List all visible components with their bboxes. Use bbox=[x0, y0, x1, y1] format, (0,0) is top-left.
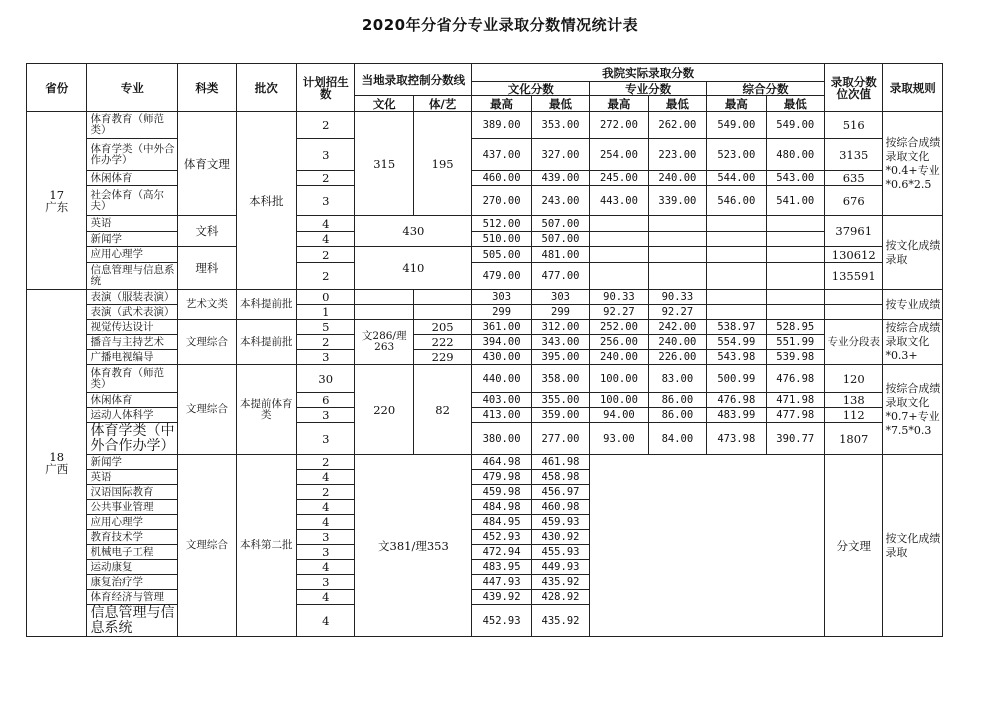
plan-cell: 3 bbox=[297, 139, 355, 171]
plan-cell: 4 bbox=[297, 216, 355, 232]
rule-cell: 按文化成绩录取 bbox=[883, 455, 943, 637]
score-cell: 339.00 bbox=[648, 186, 706, 216]
score-cell: 528.95 bbox=[766, 320, 824, 335]
score-cell: 86.00 bbox=[648, 408, 706, 423]
table-row bbox=[27, 171, 943, 186]
table-row bbox=[27, 112, 943, 139]
major-cell: 教育技术学 bbox=[87, 530, 178, 545]
score-cell: 541.00 bbox=[766, 186, 824, 216]
score-cell: 299 bbox=[531, 305, 589, 320]
score-cell: 226.00 bbox=[648, 350, 706, 365]
table-row bbox=[27, 335, 943, 350]
table-row bbox=[27, 263, 943, 290]
score-cell: 435.92 bbox=[531, 605, 589, 637]
batch-cell: 本科第二批 bbox=[236, 455, 296, 637]
plan-cell: 6 bbox=[297, 393, 355, 408]
score-cell: 240.00 bbox=[590, 350, 648, 365]
plan-cell: 4 bbox=[297, 500, 355, 515]
score-cell: 240.00 bbox=[648, 171, 706, 186]
rank-cell: 分文理 bbox=[825, 455, 883, 637]
score-cell: 549.00 bbox=[766, 112, 824, 139]
score-cell: 299 bbox=[472, 305, 531, 320]
col-control-culture: 文化 bbox=[355, 96, 413, 112]
plan-cell: 2 bbox=[297, 455, 355, 470]
col-lowest: 最低 bbox=[531, 96, 589, 112]
category-cell: 文理综合 bbox=[178, 365, 236, 455]
score-cell: 484.95 bbox=[472, 515, 531, 530]
table-row bbox=[27, 216, 943, 232]
score-cell: 455.93 bbox=[531, 545, 589, 560]
col-plan: 计划招生数 bbox=[297, 64, 355, 112]
score-cell: 483.95 bbox=[472, 560, 531, 575]
score-cell: 543.98 bbox=[707, 350, 766, 365]
score-cell: 459.93 bbox=[531, 515, 589, 530]
score-cell: 473.98 bbox=[707, 423, 766, 455]
score-cell: 92.27 bbox=[590, 305, 648, 320]
score-cell: 358.00 bbox=[531, 365, 589, 393]
score-cell: 461.98 bbox=[531, 455, 589, 470]
table-row bbox=[27, 423, 943, 455]
col-province: 省份 bbox=[27, 64, 87, 112]
plan-cell: 4 bbox=[297, 605, 355, 637]
plan-cell: 3 bbox=[297, 408, 355, 423]
plan-cell: 2 bbox=[297, 485, 355, 500]
score-cell: 500.99 bbox=[707, 365, 766, 393]
score-cell: 452.93 bbox=[472, 530, 531, 545]
category-cell: 艺术文类 bbox=[178, 290, 236, 320]
score-cell: 544.00 bbox=[707, 171, 766, 186]
col-culture-score: 文化分数 bbox=[472, 82, 590, 96]
score-cell: 361.00 bbox=[472, 320, 531, 335]
table-row bbox=[27, 290, 943, 305]
score-cell: 460.00 bbox=[472, 171, 531, 186]
batch-cell: 本科提前批 bbox=[236, 290, 296, 320]
plan-cell: 2 bbox=[297, 263, 355, 290]
category-cell: 文理综合 bbox=[178, 320, 236, 365]
major-cell: 表演（服装表演） bbox=[87, 290, 178, 305]
rule-cell: 按综合成绩录取文化*0.3+ bbox=[883, 320, 943, 365]
score-cell: 510.00 bbox=[472, 232, 531, 247]
score-cell: 477.00 bbox=[531, 263, 589, 290]
control-sport-cell: 82 bbox=[413, 365, 471, 455]
control-culture-cell: 315 bbox=[355, 112, 413, 216]
category-cell: 文理综合 bbox=[178, 455, 236, 637]
score-cell: 312.00 bbox=[531, 320, 589, 335]
score-cell: 439.92 bbox=[472, 590, 531, 605]
score-cell: 86.00 bbox=[648, 393, 706, 408]
score-cell: 240.00 bbox=[648, 335, 706, 350]
score-cell: 93.00 bbox=[590, 423, 648, 455]
score-cell: 459.98 bbox=[472, 485, 531, 500]
major-cell: 视觉传达设计 bbox=[87, 320, 178, 335]
major-cell: 体育经济与管理 bbox=[87, 590, 178, 605]
score-cell: 456.97 bbox=[531, 485, 589, 500]
rank-cell: 135591 bbox=[825, 263, 883, 290]
score-cell: 435.92 bbox=[531, 575, 589, 590]
major-cell: 新闻学 bbox=[87, 455, 178, 470]
control-culture-cell: 文286/理263 bbox=[355, 320, 413, 365]
col-rule: 录取规则 bbox=[883, 64, 943, 112]
table-row bbox=[27, 393, 943, 408]
rank-cell: 676 bbox=[825, 186, 883, 216]
rank-cell: 138 bbox=[825, 393, 883, 408]
col-control-line: 当地录取控制分数线 bbox=[355, 64, 472, 96]
score-cell: 277.00 bbox=[531, 423, 589, 455]
score-cell: 242.00 bbox=[648, 320, 706, 335]
col-lowest: 最低 bbox=[648, 96, 706, 112]
major-cell: 社会体育（高尔夫） bbox=[87, 186, 178, 216]
score-cell: 413.00 bbox=[472, 408, 531, 423]
score-cell: 477.98 bbox=[766, 408, 824, 423]
score-cell: 464.98 bbox=[472, 455, 531, 470]
col-highest: 最高 bbox=[707, 96, 766, 112]
score-cell: 303 bbox=[531, 290, 589, 305]
score-cell: 262.00 bbox=[648, 112, 706, 139]
control-sport-cell: 222 bbox=[413, 335, 471, 350]
score-cell: 479.00 bbox=[472, 263, 531, 290]
score-cell: 546.00 bbox=[707, 186, 766, 216]
score-cell: 256.00 bbox=[590, 335, 648, 350]
score-cell: 447.93 bbox=[472, 575, 531, 590]
plan-cell: 4 bbox=[297, 560, 355, 575]
table-row bbox=[27, 186, 943, 216]
rank-cell: 516 bbox=[825, 112, 883, 139]
score-cell: 539.98 bbox=[766, 350, 824, 365]
table-row bbox=[27, 232, 943, 247]
score-cell: 243.00 bbox=[531, 186, 589, 216]
major-cell: 康复治疗学 bbox=[87, 575, 178, 590]
admission-score-table bbox=[26, 63, 943, 637]
major-cell: 播音与主持艺术 bbox=[87, 335, 178, 350]
score-cell: 252.00 bbox=[590, 320, 648, 335]
rule-cell: 按专业成绩 bbox=[883, 290, 943, 320]
major-cell: 体育学类（中外合作办学） bbox=[87, 139, 178, 171]
page-title: 2020年分省分专业录取分数情况统计表 bbox=[361, 16, 639, 34]
batch-cell: 本提前体育类 bbox=[236, 365, 296, 455]
major-cell: 英语 bbox=[87, 470, 178, 485]
table-row bbox=[27, 139, 943, 171]
score-cell: 452.93 bbox=[472, 605, 531, 637]
rule-cell: 按文化成绩录取 bbox=[883, 216, 943, 290]
score-cell: 549.00 bbox=[707, 112, 766, 139]
score-cell: 272.00 bbox=[590, 112, 648, 139]
province-cell: 18 广西 bbox=[27, 290, 87, 637]
rank-cell: 635 bbox=[825, 171, 883, 186]
score-cell: 471.98 bbox=[766, 393, 824, 408]
score-cell: 90.33 bbox=[648, 290, 706, 305]
plan-cell: 5 bbox=[297, 320, 355, 335]
score-cell: 551.99 bbox=[766, 335, 824, 350]
score-cell: 303 bbox=[472, 290, 531, 305]
score-cell: 394.00 bbox=[472, 335, 531, 350]
major-cell: 应用心理学 bbox=[87, 515, 178, 530]
major-cell: 休闲体育 bbox=[87, 393, 178, 408]
score-cell: 84.00 bbox=[648, 423, 706, 455]
table-row bbox=[27, 247, 943, 263]
score-cell: 440.00 bbox=[472, 365, 531, 393]
major-cell: 信息管理与信息系统 bbox=[87, 263, 178, 290]
batch-cell: 本科提前批 bbox=[236, 320, 296, 365]
major-cell: 表演（武术表演） bbox=[87, 305, 178, 320]
score-cell: 449.93 bbox=[531, 560, 589, 575]
col-highest: 最高 bbox=[590, 96, 648, 112]
control-culture-cell: 410 bbox=[355, 247, 472, 290]
score-cell: 343.00 bbox=[531, 335, 589, 350]
rank-cell: 3135 bbox=[825, 139, 883, 171]
score-cell: 437.00 bbox=[472, 139, 531, 171]
score-cell: 481.00 bbox=[531, 247, 589, 263]
category-cell: 文科 bbox=[178, 216, 236, 247]
rank-cell: 1807 bbox=[825, 423, 883, 455]
score-cell: 327.00 bbox=[531, 139, 589, 171]
plan-cell: 30 bbox=[297, 365, 355, 393]
major-cell: 应用心理学 bbox=[87, 247, 178, 263]
score-cell: 359.00 bbox=[531, 408, 589, 423]
score-cell: 100.00 bbox=[590, 365, 648, 393]
plan-cell: 4 bbox=[297, 515, 355, 530]
table-row bbox=[27, 305, 943, 320]
control-sport-cell: 229 bbox=[413, 350, 471, 365]
col-composite-score: 综合分数 bbox=[707, 82, 825, 96]
table-row bbox=[27, 365, 943, 393]
control-culture-cell: 文381/理353 bbox=[355, 455, 472, 637]
score-cell: 223.00 bbox=[648, 139, 706, 171]
col-major-score: 专业分数 bbox=[590, 82, 707, 96]
plan-cell: 0 bbox=[297, 290, 355, 305]
control-culture-cell: 220 bbox=[355, 365, 413, 455]
col-batch: 批次 bbox=[236, 64, 296, 112]
major-cell: 信息管理与信息系统 bbox=[87, 605, 178, 637]
major-cell: 运动康复 bbox=[87, 560, 178, 575]
score-cell: 460.98 bbox=[531, 500, 589, 515]
major-cell: 广播电视编导 bbox=[87, 350, 178, 365]
category-cell: 体育文理 bbox=[178, 112, 236, 216]
major-cell: 汉语国际教育 bbox=[87, 485, 178, 500]
major-cell: 体育教育（师范类） bbox=[87, 112, 178, 139]
score-cell: 523.00 bbox=[707, 139, 766, 171]
col-lowest: 最低 bbox=[766, 96, 824, 112]
plan-cell: 4 bbox=[297, 232, 355, 247]
score-cell: 428.92 bbox=[531, 590, 589, 605]
table-row bbox=[27, 455, 943, 470]
score-cell: 395.00 bbox=[531, 350, 589, 365]
score-cell: 443.00 bbox=[590, 186, 648, 216]
score-cell: 83.00 bbox=[648, 365, 706, 393]
score-cell: 380.00 bbox=[472, 423, 531, 455]
major-cell: 运动人体科学 bbox=[87, 408, 178, 423]
major-cell: 休闲体育 bbox=[87, 171, 178, 186]
province-cell: 17 广东 bbox=[27, 112, 87, 290]
score-cell: 390.77 bbox=[766, 423, 824, 455]
control-sport-cell: 195 bbox=[413, 112, 471, 216]
rank-cell: 专业分段表 bbox=[825, 320, 883, 365]
batch-cell: 本科批 bbox=[236, 112, 296, 290]
plan-cell: 3 bbox=[297, 423, 355, 455]
table-row bbox=[27, 320, 943, 335]
major-cell: 体育教育（师范类） bbox=[87, 365, 178, 393]
score-cell: 92.27 bbox=[648, 305, 706, 320]
plan-cell: 4 bbox=[297, 470, 355, 485]
score-cell: 507.00 bbox=[531, 216, 589, 232]
col-control-sport: 体/艺 bbox=[413, 96, 471, 112]
score-cell: 90.33 bbox=[590, 290, 648, 305]
plan-cell: 3 bbox=[297, 530, 355, 545]
score-cell: 480.00 bbox=[766, 139, 824, 171]
score-cell: 484.98 bbox=[472, 500, 531, 515]
control-culture-cell: 430 bbox=[355, 216, 472, 247]
major-cell: 公共事业管理 bbox=[87, 500, 178, 515]
score-cell: 245.00 bbox=[590, 171, 648, 186]
category-cell: 理科 bbox=[178, 247, 236, 290]
table-row bbox=[27, 408, 943, 423]
score-cell: 100.00 bbox=[590, 393, 648, 408]
score-cell: 355.00 bbox=[531, 393, 589, 408]
score-cell: 472.94 bbox=[472, 545, 531, 560]
score-cell: 512.00 bbox=[472, 216, 531, 232]
score-cell: 430.00 bbox=[472, 350, 531, 365]
col-actual: 我院实际录取分数 bbox=[472, 64, 825, 82]
score-cell: 430.92 bbox=[531, 530, 589, 545]
rule-cell: 按综合成绩录取文化*0.4+专业*0.6*2.5 bbox=[883, 112, 943, 216]
col-rank: 录取分数位次值 bbox=[825, 64, 883, 112]
score-cell: 94.00 bbox=[590, 408, 648, 423]
plan-cell: 3 bbox=[297, 350, 355, 365]
score-cell: 403.00 bbox=[472, 393, 531, 408]
plan-cell: 3 bbox=[297, 545, 355, 560]
plan-cell: 2 bbox=[297, 335, 355, 350]
plan-cell: 4 bbox=[297, 590, 355, 605]
score-cell: 554.99 bbox=[707, 335, 766, 350]
major-cell: 体育学类（中外合作办学） bbox=[87, 423, 178, 455]
rule-cell: 按综合成绩录取文化*0.7+专业*7.5*0.3 bbox=[883, 365, 943, 455]
rank-cell: 120 bbox=[825, 365, 883, 393]
score-cell: 479.98 bbox=[472, 470, 531, 485]
score-cell: 483.99 bbox=[707, 408, 766, 423]
score-cell: 439.00 bbox=[531, 171, 589, 186]
score-cell: 505.00 bbox=[472, 247, 531, 263]
col-highest: 最高 bbox=[472, 96, 531, 112]
score-cell: 543.00 bbox=[766, 171, 824, 186]
plan-cell: 3 bbox=[297, 575, 355, 590]
score-cell: 476.98 bbox=[766, 365, 824, 393]
rank-cell: 130612 bbox=[825, 247, 883, 263]
major-cell: 英语 bbox=[87, 216, 178, 232]
score-cell: 254.00 bbox=[590, 139, 648, 171]
rank-cell: 112 bbox=[825, 408, 883, 423]
score-cell: 538.97 bbox=[707, 320, 766, 335]
score-cell: 476.98 bbox=[707, 393, 766, 408]
plan-cell: 1 bbox=[297, 305, 355, 320]
plan-cell: 2 bbox=[297, 247, 355, 263]
col-category: 科类 bbox=[178, 64, 236, 112]
major-cell: 新闻学 bbox=[87, 232, 178, 247]
plan-cell: 2 bbox=[297, 171, 355, 186]
score-cell: 389.00 bbox=[472, 112, 531, 139]
score-cell: 507.00 bbox=[531, 232, 589, 247]
table-row bbox=[27, 350, 943, 365]
plan-cell: 2 bbox=[297, 112, 355, 139]
plan-cell: 3 bbox=[297, 186, 355, 216]
score-cell: 353.00 bbox=[531, 112, 589, 139]
score-cell: 270.00 bbox=[472, 186, 531, 216]
control-sport-cell: 205 bbox=[413, 320, 471, 335]
rank-cell: 37961 bbox=[825, 216, 883, 247]
major-cell: 机械电子工程 bbox=[87, 545, 178, 560]
score-cell: 458.98 bbox=[531, 470, 589, 485]
col-major: 专业 bbox=[87, 64, 178, 112]
